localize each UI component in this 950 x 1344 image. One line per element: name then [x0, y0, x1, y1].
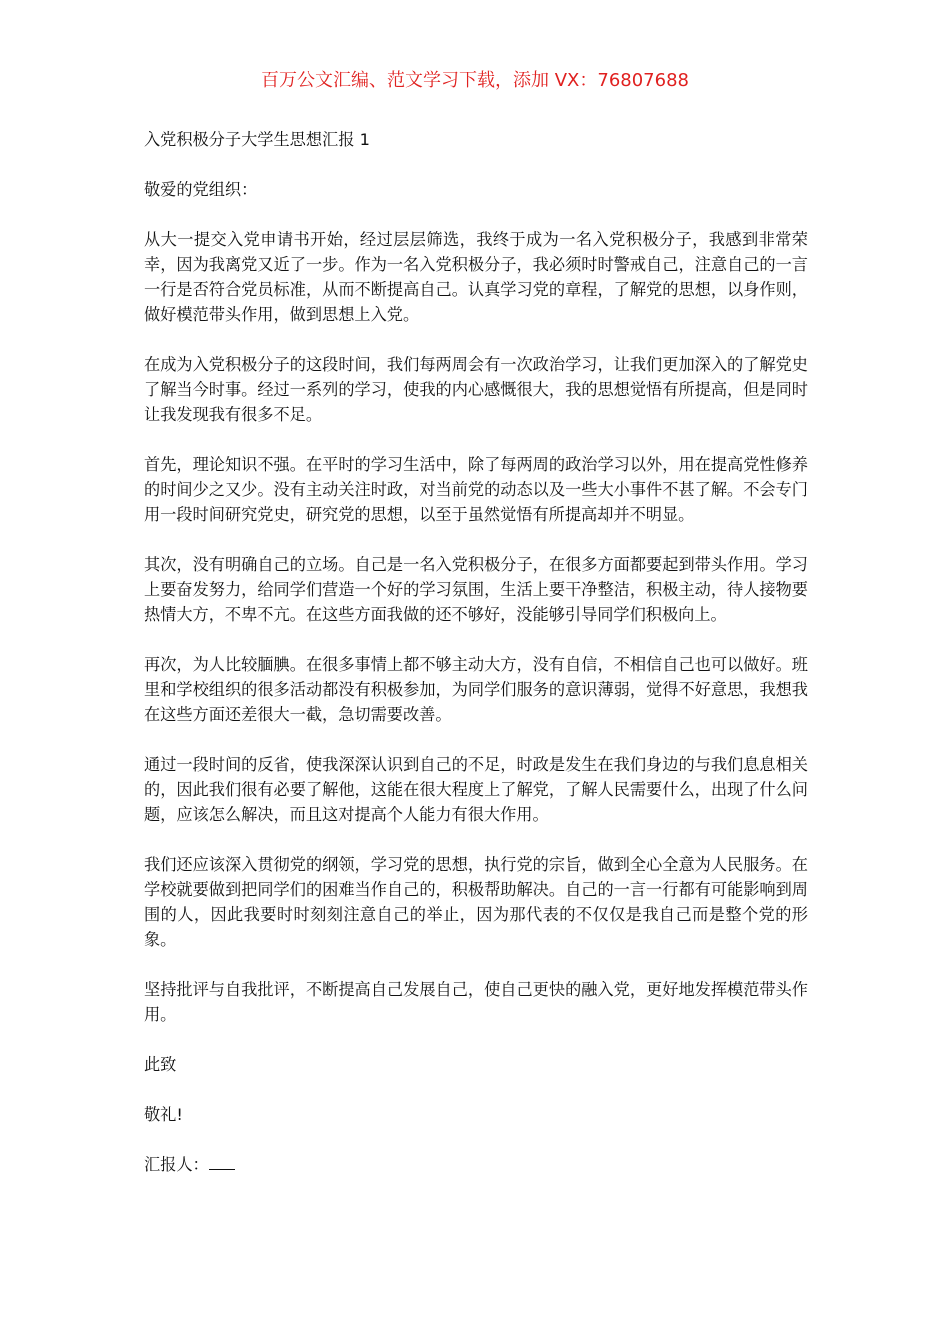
paragraph: 其次，没有明确自己的立场。自己是一名入党积极分子，在很多方面都要起到带头作用。学习上要奋发努力，给同学们营造一个好的学习氛围，生活上要干净整洁，积极主动，待人接物要热情大方，不卑不亢。在这些方面我做的还不够好，没能够引导同学们积极向上。 [144, 555, 808, 624]
watermark-banner: 百万公文汇编、范文学习下载，添加 VX：76807688 [261, 70, 689, 91]
paragraph: 我们还应该深入贯彻党的纲领，学习党的思想，执行党的宗旨，做到全心全意为人民服务。在学校就要做到把同学们的困难当作自己的，积极帮助解决。自己的一言一行都有可能影响到周围的人，因此我要时时刻刻注意自己的举止，因为那代表的不仅仅是我自己而是整个党的形象。 [144, 855, 808, 949]
paragraph: 通过一段时间的反省，使我深深认识到自己的不足，时政是发生在我们身边的与我们息息相关的，因此我们很有必要了解他，这能在很大程度上了解党，了解人民需要什么，出现了什么问题，应该怎么解决，而且这对提高个人能力有很大作用。 [144, 755, 808, 824]
document-body [144, 127, 808, 1202]
paragraph: 在成为入党积极分子的这段时间，我们每两周会有一次政治学习，让我们更加深入的了解党史了解当今时事。经过一系列的学习，使我的内心感慨很大，我的思想觉悟有所提高，但是同时让我发现我有很多不足。 [144, 355, 808, 424]
document-title: 入党积极分子大学生思想汇报 1 [144, 130, 370, 149]
paragraph: 再次，为人比较腼腆。在很多事情上都不够主动大方，没有自信，不相信自己也可以做好。班里和学校组织的很多活动都没有积极参加，为同学们服务的意识薄弱，觉得不好意思，我想我在这些方面还差很大一截，急切需要改善。 [144, 655, 808, 724]
paragraph: 首先，理论知识不强。在平时的学习生活中，除了每两周的政治学习以外，用在提高党性修养的时间少之又少。没有主动关注时政，对当前党的动态以及一些大小事件不甚了解。不会专门用一段时间研究党史，研究党的思想，以至于虽然觉悟有所提高却并不明显。 [144, 455, 808, 524]
paragraph: 从大一提交入党申请书开始，经过层层筛选，我终于成为一名入党积极分子，我感到非常荣幸，因为我离党又近了一步。作为一名入党积极分子，我必须时时警戒自己，注意自己的一言一行是否符合党员标准，从而不断提高自己。认真学习党的章程，了解党的思想，以身作则，做好模范带头作用，做到思想上入党。 [144, 230, 808, 324]
closing-salute: 敬礼! [144, 1105, 183, 1124]
signature-blank [209, 1152, 235, 1170]
signature-label: 汇报人： [144, 1155, 209, 1174]
salutation: 敬爱的党组织： [144, 180, 258, 199]
paragraph: 坚持批评与自我批评，不断提高自己发展自己，使自己更快的融入党，更好地发挥模范带头作用。 [144, 980, 808, 1024]
closing-line: 此致 [144, 1055, 177, 1074]
signature-line [144, 1152, 808, 1177]
